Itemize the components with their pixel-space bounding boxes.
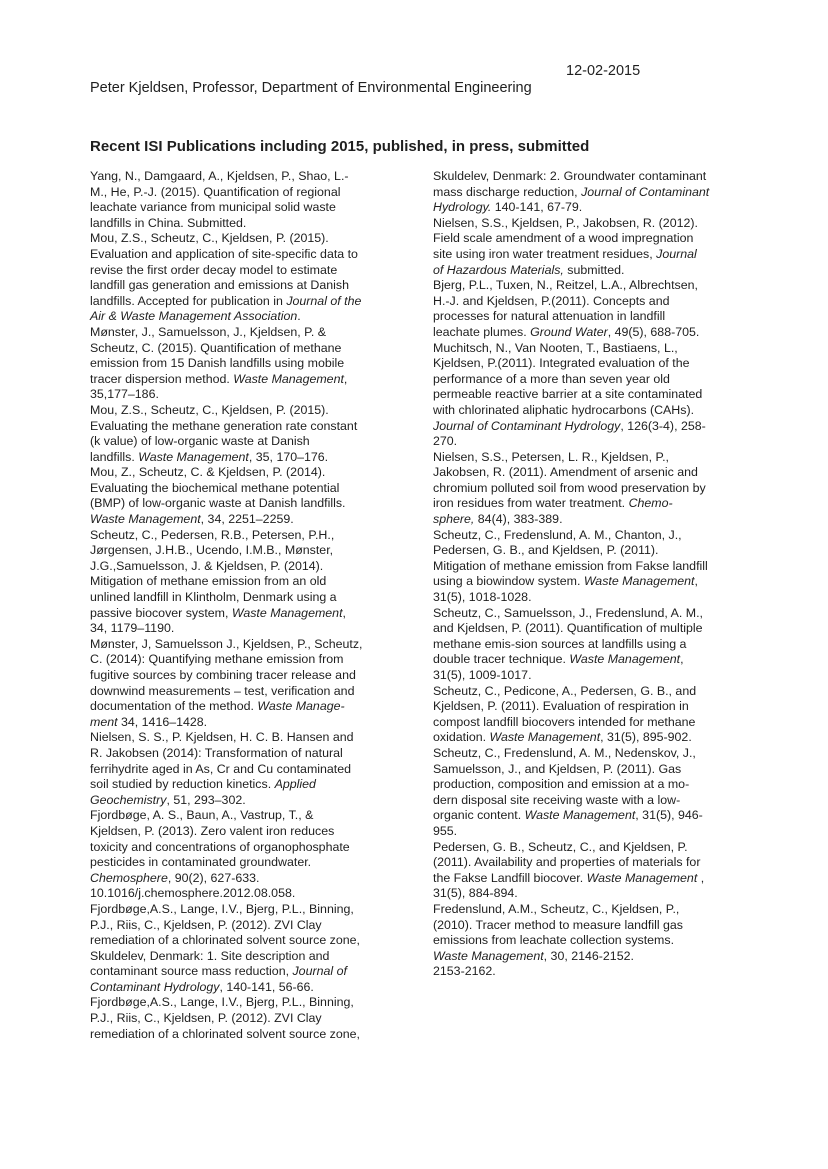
citation-text: Fjordbøge, A. S., Baun, A., Vastrup, T., & [90, 808, 314, 823]
citation-text: 270. [433, 434, 458, 449]
publication-line [90, 668, 390, 684]
citation-text: Kjeldsen, P.(2011). Integrated evaluation of the [433, 356, 690, 371]
citation-text: Scheutz, C. (2015). Quantification of methane [90, 340, 342, 355]
publication-line [433, 699, 736, 715]
publication-entry [90, 808, 390, 902]
publication-line [90, 824, 390, 840]
citation-text: oxidation. [433, 730, 490, 745]
citation-text: landfills. [90, 449, 139, 464]
citation-text: , [343, 371, 348, 386]
citation-text: 35,177–186. [90, 387, 159, 402]
citation-text: passive biocover system, [90, 605, 232, 620]
publication-line [433, 528, 736, 544]
journal-name: Chemo- [628, 496, 673, 511]
publication-line [90, 777, 390, 793]
publication-line [90, 746, 390, 762]
publication-line [433, 247, 736, 263]
citation-text: Mou, Z., Scheutz, C. & Kjeldsen, P. (2014). [90, 465, 326, 480]
publication-line [90, 1027, 390, 1043]
citation-text: Scheutz, C., Pedersen, R.B., Petersen, P.H., [90, 527, 335, 542]
journal-name: sphere, [433, 512, 475, 527]
journal-name: ment [90, 714, 118, 729]
citation-text: Scheutz, C., Fredenslund, A. M., Chanton, J., [433, 527, 682, 542]
publication-line [433, 590, 736, 606]
citation-text: performance of a more than seven year old [433, 371, 670, 386]
citation-text: downwind measurements – test, verification and [90, 683, 355, 698]
publication-line [90, 403, 390, 419]
citation-text: Nielsen, S. S., P. Kjeldsen, H. C. B. Hansen and [90, 730, 354, 745]
journal-name: Waste Manage- [257, 699, 345, 714]
publication-line [90, 933, 390, 949]
publication-line [433, 325, 736, 341]
publication-line [90, 263, 390, 279]
publication-line [433, 512, 736, 528]
journal-name: Air & Waste Management Association [90, 309, 298, 324]
journal-name: Journal of [292, 964, 347, 979]
publication-line [90, 278, 390, 294]
citation-text: mass discharge reduction, [433, 184, 582, 199]
publication-line [90, 964, 390, 980]
publication-line [433, 855, 736, 871]
publication-line [433, 668, 736, 684]
publication-line [90, 200, 390, 216]
citation-text: Evaluating the biochemical methane potential [90, 480, 340, 495]
citation-text: site using iron water treatment residues, [433, 246, 657, 261]
publication-line [90, 247, 390, 263]
citation-text: P.J., Riis, C., Kjeldsen, P. (2012). ZVI Clay [90, 917, 322, 932]
citation-text: using a biowindow system. [433, 574, 584, 589]
citation-text: J.G.,Samuelsson, J. & Kjeldsen, P. (2014). [90, 558, 324, 573]
publication-line [90, 762, 390, 778]
citation-text: Kjeldsen, P. (2011). Evaluation of respiration in [433, 699, 689, 714]
publication-line [433, 933, 736, 949]
citation-text: , 31(5), 946- [635, 808, 703, 823]
journal-name: Geochemistry [90, 792, 167, 807]
publication-line [433, 200, 736, 216]
publication-entry [433, 216, 736, 278]
publication-line [90, 559, 390, 575]
citation-text: M., He, P.-J. (2015). Quantification of regional [90, 184, 341, 199]
publication-line [90, 808, 390, 824]
citation-text: Samuelsson, J., and Kjeldsen, P. (2011). Gas [433, 761, 682, 776]
publication-line [90, 465, 390, 481]
citation-text: 31(5), 1018-1028. [433, 590, 532, 605]
publication-line [90, 637, 390, 653]
citation-text: Jørgensen, J.H.B., Ucendo, I.M.B., Mønster, [90, 543, 334, 558]
journal-name: Waste Management [433, 948, 544, 963]
journal-name: of Hazardous Materials, [433, 262, 564, 277]
citation-text: fugitive sources by combining tracer release and [90, 668, 356, 682]
citation-text: , 30, 2146-2152. [543, 948, 634, 963]
publication-entry [433, 840, 736, 902]
publication-line [90, 621, 390, 637]
citation-text: , [680, 652, 684, 667]
journal-name: Ground Water [530, 324, 608, 339]
citation-text: Pedersen, G. B., and Kjeldsen, P. (2011). [433, 543, 659, 558]
citation-text: emissions from leachate collection systems. [433, 933, 675, 948]
publication-line [433, 730, 736, 746]
citation-text: Fredenslund, A.M., Scheutz, C., Kjeldsen, P., [433, 901, 680, 916]
publication-entry [433, 169, 736, 216]
journal-name: Journal [656, 246, 697, 261]
citation-text: landfills. Accepted for publication in [90, 293, 287, 308]
citation-text: 31(5), 884-894. [433, 886, 518, 901]
journal-name: Waste Management [569, 652, 681, 667]
publication-line [433, 403, 736, 419]
citation-text: Mønster, J., Samuelsson, J., Kjeldsen, P. & [90, 324, 326, 339]
publication-line [433, 309, 736, 325]
publication-entry [433, 341, 736, 450]
publication-line [90, 840, 390, 856]
publication-entry [90, 169, 390, 231]
citation-text: P.J., Riis, C., Kjeldsen, P. (2012). ZVI Clay [90, 1011, 322, 1026]
publication-line [90, 356, 390, 372]
citation-text: , 51, 293–302. [166, 792, 246, 807]
citation-text: Nielsen, S.S., Petersen, L. R., Kjeldsen, P., [433, 449, 670, 464]
citation-text: Jakobsen, R. (2011). Amendment of arsenic and [433, 465, 698, 480]
citation-text: , 140-141, 56-66. [219, 979, 314, 994]
publication-line [90, 169, 390, 185]
journal-name: Journal of the [286, 293, 362, 308]
citation-text: , 34, 2251–2259. [200, 512, 294, 527]
citation-text: Yang, N., Damgaard, A., Kjeldsen, P., Shao, L.- [90, 169, 349, 183]
left-publication-column [90, 169, 390, 1042]
citation-text: 2153-2162. [433, 964, 496, 979]
publication-entry [90, 528, 390, 637]
citation-text: Nielsen, S.S., Kjeldsen, P., Jakobsen, R. (2012). [433, 215, 698, 230]
publication-line [90, 684, 390, 700]
publication-line [90, 434, 390, 450]
citation-text: 140-141, 67-79. [491, 200, 583, 215]
publication-line [433, 918, 736, 934]
citation-text: R. Jakobsen (2014): Transformation of natural [90, 745, 343, 760]
journal-name: Journal of Contaminant [581, 184, 710, 199]
publication-entry [433, 746, 736, 840]
citation-text: the Fakse Landfill biocover. [433, 870, 587, 885]
publication-line [90, 543, 390, 559]
citation-text: permeable reactive barrier at a site contaminated [433, 387, 703, 402]
publication-line [433, 652, 736, 668]
citation-text: ferrihydrite aged in As, Cr and Cu contaminated [90, 761, 352, 776]
publication-line [433, 621, 736, 637]
citation-text: Mou, Z.S., Scheutz, C., Kjeldsen, P. (2015). [90, 231, 329, 246]
publication-entry [433, 528, 736, 606]
journal-name: Waste Management [489, 730, 601, 745]
publication-line [90, 512, 390, 528]
publication-line [433, 341, 736, 357]
publication-line [433, 559, 736, 575]
publication-line [433, 777, 736, 793]
publication-line [433, 684, 736, 700]
citation-text: , 35, 170–176. [248, 449, 329, 464]
publication-line [90, 294, 390, 310]
citation-text: double tracer technique. [433, 652, 570, 667]
citation-text: methane emis-sion sources at landfills using a [433, 636, 687, 651]
publication-line [433, 715, 736, 731]
citation-text: 955. [433, 823, 458, 838]
right-publication-column [433, 169, 736, 980]
publication-line [90, 606, 390, 622]
citation-text: Muchitsch, N., Van Nooten, T., Bastiaens, L., [433, 340, 678, 355]
publication-entry [433, 606, 736, 684]
publication-line [433, 964, 736, 980]
publication-line [433, 886, 736, 902]
publication-entry [90, 231, 390, 325]
publication-line [433, 746, 736, 762]
publication-line [90, 325, 390, 341]
citation-text: 34, 1179–1190. [90, 621, 175, 636]
publication-line [90, 715, 390, 731]
publication-line [433, 465, 736, 481]
publication-entry [433, 684, 736, 746]
journal-name: Waste Management [586, 870, 698, 885]
publication-line [433, 216, 736, 232]
journal-name: Chemosphere [90, 870, 168, 885]
citation-text: C. (2014): Quantifying methane emission from [90, 652, 344, 667]
publication-line [433, 481, 736, 497]
citation-text: processes for natural attenuation in landfill [433, 309, 666, 324]
page-title: Recent ISI Publications including 2015, published, in press, submitted [90, 138, 590, 155]
citation-text: Evaluation and application of site-specific data to [90, 246, 358, 261]
publication-entry [433, 450, 736, 528]
citation-text: Fjordbøge,A.S., Lange, I.V., Bjerg, P.L., Binning, [90, 995, 354, 1010]
citation-text: Mitigation of methane emission from Fakse landfill [433, 558, 708, 573]
citation-text: Skuldelev, Denmark: 2. Groundwater contaminant [433, 169, 707, 183]
citation-text: Mønster, J, Samuelsson J., Kjeldsen, P., Scheutz, [90, 636, 363, 651]
publication-line [433, 294, 736, 310]
citation-text: , [697, 870, 705, 885]
citation-text: production, composition and emission at a mo- [433, 777, 690, 792]
citation-text: Kjeldsen, P. (2013). Zero valent iron reduces [90, 823, 335, 838]
journal-name: Waste Management [231, 605, 343, 620]
publication-line [90, 590, 390, 606]
citation-text: dern disposal site receiving waste with a low- [433, 792, 681, 807]
citation-text: remediation of a chlorinated solvent source zone, [90, 1026, 360, 1041]
citation-text: (BMP) of low-organic waste at Danish landfills. [90, 496, 346, 511]
citation-text: Field scale amendment of a wood impregnation [433, 231, 694, 246]
journal-name: Waste Management [138, 449, 249, 464]
publication-line [90, 341, 390, 357]
publication-entry [90, 465, 390, 527]
publication-entry [90, 730, 390, 808]
publication-line [90, 949, 390, 965]
citation-text: pesticides in contaminated groundwater. [90, 855, 312, 870]
publication-entry [433, 902, 736, 980]
citation-text: leachate plumes. [433, 324, 531, 339]
citation-text: , [694, 574, 698, 589]
publication-line [433, 278, 736, 294]
publication-line [433, 762, 736, 778]
citation-text: iron residues from water treatment. [433, 496, 629, 511]
citation-text: landfill gas generation and emissions at Danish [90, 278, 349, 293]
journal-name: Waste Management [524, 808, 636, 823]
citation-text: unlined landfill in Klintholm, Denmark using a [90, 590, 337, 605]
publication-line [90, 793, 390, 809]
citation-text: Scheutz, C., Fredenslund, A. M., Nedenskov, J., [433, 745, 696, 760]
publication-entry [90, 637, 390, 731]
publication-line [90, 372, 390, 388]
journal-name: Waste Management [233, 371, 344, 386]
journal-name: Waste Management [583, 574, 695, 589]
publication-line [90, 1011, 390, 1027]
document-date: 12-02-2015 [566, 63, 641, 79]
publication-line [433, 543, 736, 559]
publication-line [90, 496, 390, 512]
citation-text: toxicity and concentrations of organophosphate [90, 839, 350, 854]
citation-text: (k value) of low-organic waste at Danish [90, 434, 310, 449]
publication-entry [90, 403, 390, 465]
publication-line [433, 949, 736, 965]
publication-line [90, 419, 390, 435]
publication-line [90, 387, 390, 403]
citation-text: revise the first order decay model to estimate [90, 262, 338, 277]
citation-text: remediation of a chlorinated solvent source zone, [90, 933, 360, 948]
citation-text: compost landfill biocovers intended for methane [433, 714, 696, 729]
publication-line [433, 606, 736, 622]
publication-line [90, 528, 390, 544]
publication-line [90, 871, 390, 887]
publication-line [90, 699, 390, 715]
publication-line [433, 169, 736, 185]
publication-line [90, 902, 390, 918]
citation-text: , 126(3-4), 258- [620, 418, 706, 433]
publication-line [433, 871, 736, 887]
publication-line [90, 995, 390, 1011]
citation-text: submitted. [563, 262, 625, 277]
publication-line [433, 824, 736, 840]
publication-line [90, 481, 390, 497]
citation-text: organic content. [433, 808, 525, 823]
publication-line [433, 185, 736, 201]
citation-text: Fjordbøge,A.S., Lange, I.V., Bjerg, P.L., Binning, [90, 901, 354, 916]
publication-line [90, 652, 390, 668]
citation-text: Mou, Z.S., Scheutz, C., Kjeldsen, P. (2015). [90, 402, 329, 417]
citation-text: Mitigation of methane emission from an old [90, 574, 327, 589]
publication-entry [90, 995, 390, 1042]
publication-line [433, 419, 736, 435]
journal-name: Contaminant Hydrology [90, 979, 220, 994]
publication-line [90, 574, 390, 590]
publication-line [90, 450, 390, 466]
journal-name: Waste Management [90, 512, 201, 527]
publication-line [90, 231, 390, 247]
publication-line [433, 808, 736, 824]
journal-name: Journal of Contaminant Hydrology [433, 418, 621, 433]
publication-line [433, 356, 736, 372]
citation-text: documentation of the method. [90, 699, 258, 714]
citation-text: , 49(5), 688-705. [607, 324, 700, 339]
citation-text: Scheutz, C., Pedicone, A., Pedersen, G. B., and [433, 683, 697, 698]
citation-text: (2010). Tracer method to measure landfill gas [433, 917, 684, 932]
publication-line [90, 886, 390, 902]
publication-line [433, 840, 736, 856]
publication-line [433, 496, 736, 512]
publication-entry [433, 278, 736, 340]
citation-text: (2011). Availability and properties of materials for [433, 855, 701, 870]
citation-text: and Kjeldsen, P. (2011). Quantification of multiple [433, 621, 703, 636]
publication-line [433, 793, 736, 809]
publication-line [90, 216, 390, 232]
citation-text: 84(4), 383-389. [474, 512, 563, 527]
publication-line [90, 185, 390, 201]
publication-entry [90, 325, 390, 403]
citation-text: , 90(2), 627-633. [167, 870, 260, 885]
citation-text: Scheutz, C., Samuelsson, J., Fredenslund, A. M., [433, 605, 703, 620]
publication-line [433, 263, 736, 279]
publication-line [433, 387, 736, 403]
publication-line [90, 855, 390, 871]
journal-name: Applied [274, 777, 316, 792]
citation-text: leachate variance from municipal solid waste [90, 200, 336, 215]
citation-text: Skuldelev, Denmark: 1. Site description and [90, 948, 330, 963]
citation-text: Pedersen, G. B., Scheutz, C., and Kjeldsen, P. [433, 839, 688, 854]
citation-text: H.-J. and Kjeldsen, P.(2011). Concepts and [433, 293, 670, 308]
author-line: Peter Kjeldsen, Professor, Department of Environmental Engineering [90, 80, 532, 96]
publication-line [90, 980, 390, 996]
journal-name: Hydrology. [433, 200, 492, 215]
publication-line [433, 902, 736, 918]
citation-text: Bjerg, P.L., Tuxen, N., Reitzel, L.A., Albrechtsen, [433, 278, 698, 293]
citation-text: 31(5), 1009-1017. [433, 668, 532, 682]
citation-text: with chlorinated aliphatic hydrocarbons (CAHs). [433, 402, 695, 417]
citation-text: soil studied by reduction kinetics. [90, 777, 275, 792]
citation-text: tracer dispersion method. [90, 371, 234, 386]
publication-line [433, 372, 736, 388]
citation-text: . [297, 309, 301, 324]
publication-line [90, 309, 390, 325]
publication-line [90, 918, 390, 934]
publication-line [433, 574, 736, 590]
publication-line [433, 434, 736, 450]
publication-line [433, 450, 736, 466]
citation-text: 10.1016/j.chemosphere.2012.08.058. [90, 886, 296, 901]
citation-text: chromium polluted soil from wood preservation by [433, 480, 706, 495]
publication-line [90, 730, 390, 746]
publication-line [433, 637, 736, 653]
citation-text: contaminant source mass reduction, [90, 964, 293, 979]
citation-text: 34, 1416–1428. [117, 714, 208, 729]
citation-text: , [342, 605, 346, 620]
publication-entry [90, 902, 390, 996]
publication-line [433, 231, 736, 247]
citation-text: emission from 15 Danish landfills using mobile [90, 356, 345, 371]
citation-text: landfills in China. Submitted. [90, 215, 247, 230]
citation-text: Evaluating the methane generation rate constant [90, 418, 358, 433]
citation-text: , 31(5), 895-902. [600, 730, 692, 745]
